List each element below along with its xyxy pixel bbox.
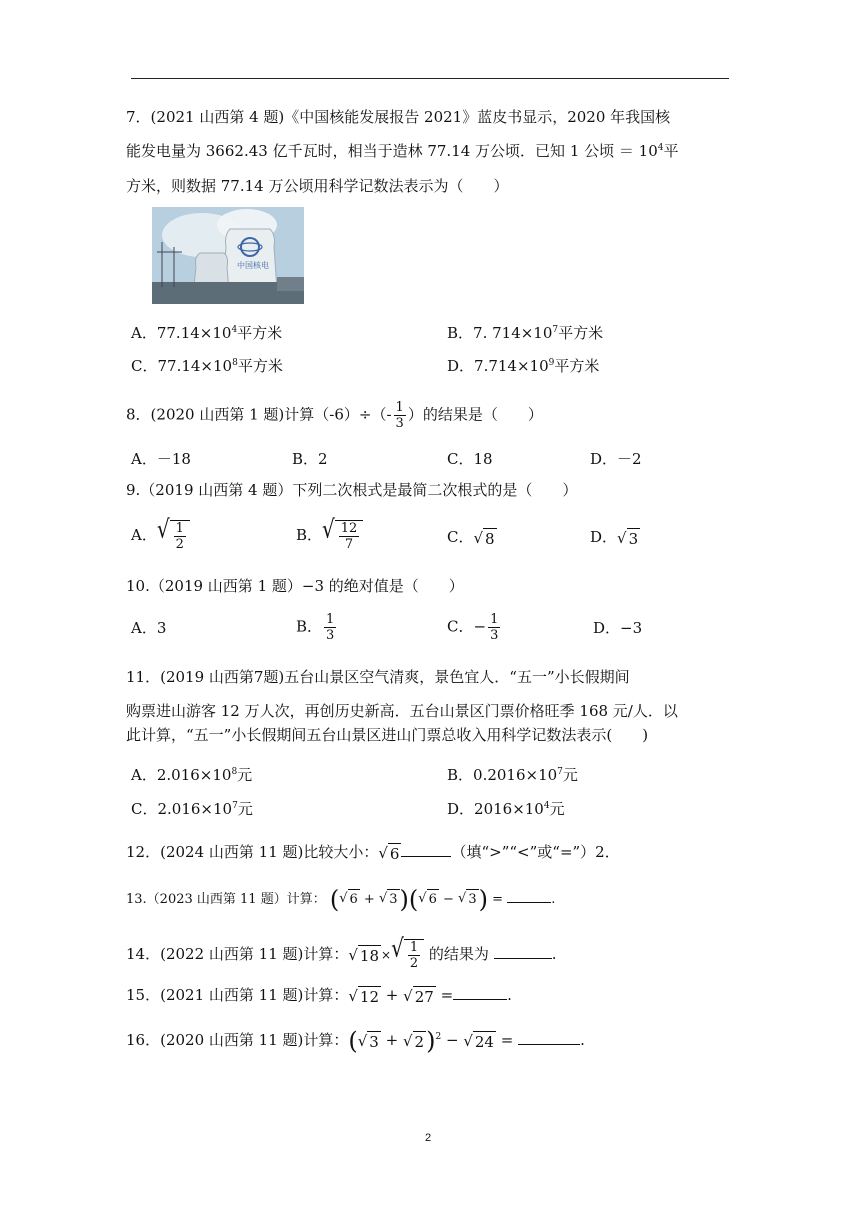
q12-answer-blank (401, 844, 451, 857)
q14-stem: 14．(2022 山西第 11 题)计算： √ 18 × √ $\frac{1}{2}$ 的结果为 . (126, 932, 557, 971)
q7-option-c: C．$77.14\times 10^8$平方米 (131, 357, 283, 375)
nuclear-plant-photo (152, 207, 304, 304)
q11-option-d: D．$2016\times 10^4$元 (447, 800, 565, 818)
q15-stem: 15．(2021 山西第 11 题)计算： √ 12 + √ 27 = . (126, 986, 512, 1006)
q10-stem: 10.（2019 山西第 1 题）−3 的绝对值是（ ） (126, 577, 464, 595)
q8-fraction: $\frac{1}{3}$ (395, 400, 404, 431)
q7-line3: 方米，则数据 77.14 万公顷用科学记数法表示为（ ） (126, 177, 509, 195)
q13-answer-blank (507, 890, 551, 903)
q7-option-a: A．$77.14\times 10^4$平方米 (131, 324, 283, 342)
q9-option-d: D． √ 3 (590, 528, 639, 548)
q9-option-b: B． √ $\frac{12}{7}$ (296, 520, 363, 552)
q9-option-c: C． √ 8 (447, 528, 495, 548)
q16-stem: 16．(2020 山西第 11 题)计算：( √ 3 + √ 2 )$^2$ − √ 24 = . (126, 1027, 585, 1055)
q10-option-d: D．−3 (593, 619, 643, 637)
q9-option-a: A． √ $\frac{1}{2}$ (131, 520, 190, 552)
q16-answer-blank (518, 1032, 580, 1045)
q7-option-b: B．7. $714\times 10^7$平方米 (447, 324, 604, 342)
q8-stem: 8．(2020 山西第 1 题)计算（-6）÷（- $\frac{1}{3}$ ）的结果是（ ） (126, 400, 543, 431)
q14-answer-blank (494, 946, 552, 959)
header-rule (131, 78, 729, 79)
q10-option-a: A．3 (131, 619, 167, 637)
q9-stem: 9.（2019 山西第 4 题）下列二次根式是最简二次根式的是（ ） (126, 481, 578, 499)
q13-stem: 13.（2023 山西第 11 题）计算： ( √ 6 + √ 3 )( √ 6 − √ 3 ) = . (126, 885, 556, 914)
q11-line1: 11．(2019 山西第7题)五台山景区空气清爽，景色宜人．“五一”小长假期间 (126, 668, 630, 686)
page-number: 2 (425, 1132, 432, 1144)
q11-line3: 此计算，“五一”小长假期间五台山景区进山门票总收入用科学记数法表示( ) (126, 726, 649, 744)
q8-option-d: D．－2 (590, 450, 642, 468)
svg-text:中国核电: 中国核电 (237, 261, 269, 270)
q10-option-b: B． $\frac{1}{3}$ (296, 612, 335, 643)
q11-option-a: A．$2.016\times 10^8$元 (131, 766, 253, 784)
q11-line2: 购票进山游客 12 万人次，再创历史新高．五台山景区门票价格旺季 168 元/人．以 (126, 702, 678, 720)
q8-option-a: A．－18 (131, 450, 191, 468)
q7-option-d: D．$7.714\times 10^9$平方米 (447, 357, 600, 375)
q10-option-c: C．− $\frac{1}{3}$ (447, 612, 499, 643)
q7-line1: 7．(2021 山西第 4 题)《中国核能发展报告 2021》蓝皮书显示，2020 年我国核 (126, 108, 671, 126)
q11-option-b: B．$0.2016\times 10^7$元 (447, 766, 578, 784)
q15-answer-blank (453, 987, 507, 1000)
q12-stem: 12．(2024 山西第 11 题)比较大小： √ 6 （填“>”“<”或“=”）2． (126, 843, 620, 863)
q8-option-b: B．2 (292, 450, 328, 468)
q11-option-c: C．$2.016\times 10^7$元 (131, 800, 253, 818)
q7-line2: 能发电量为 3662.43 亿千瓦时，相当于造林 77.14 万公顷．已知 1 公顷 ＝ $10^4$平 (126, 142, 679, 160)
q8-option-c: C．18 (447, 450, 493, 468)
